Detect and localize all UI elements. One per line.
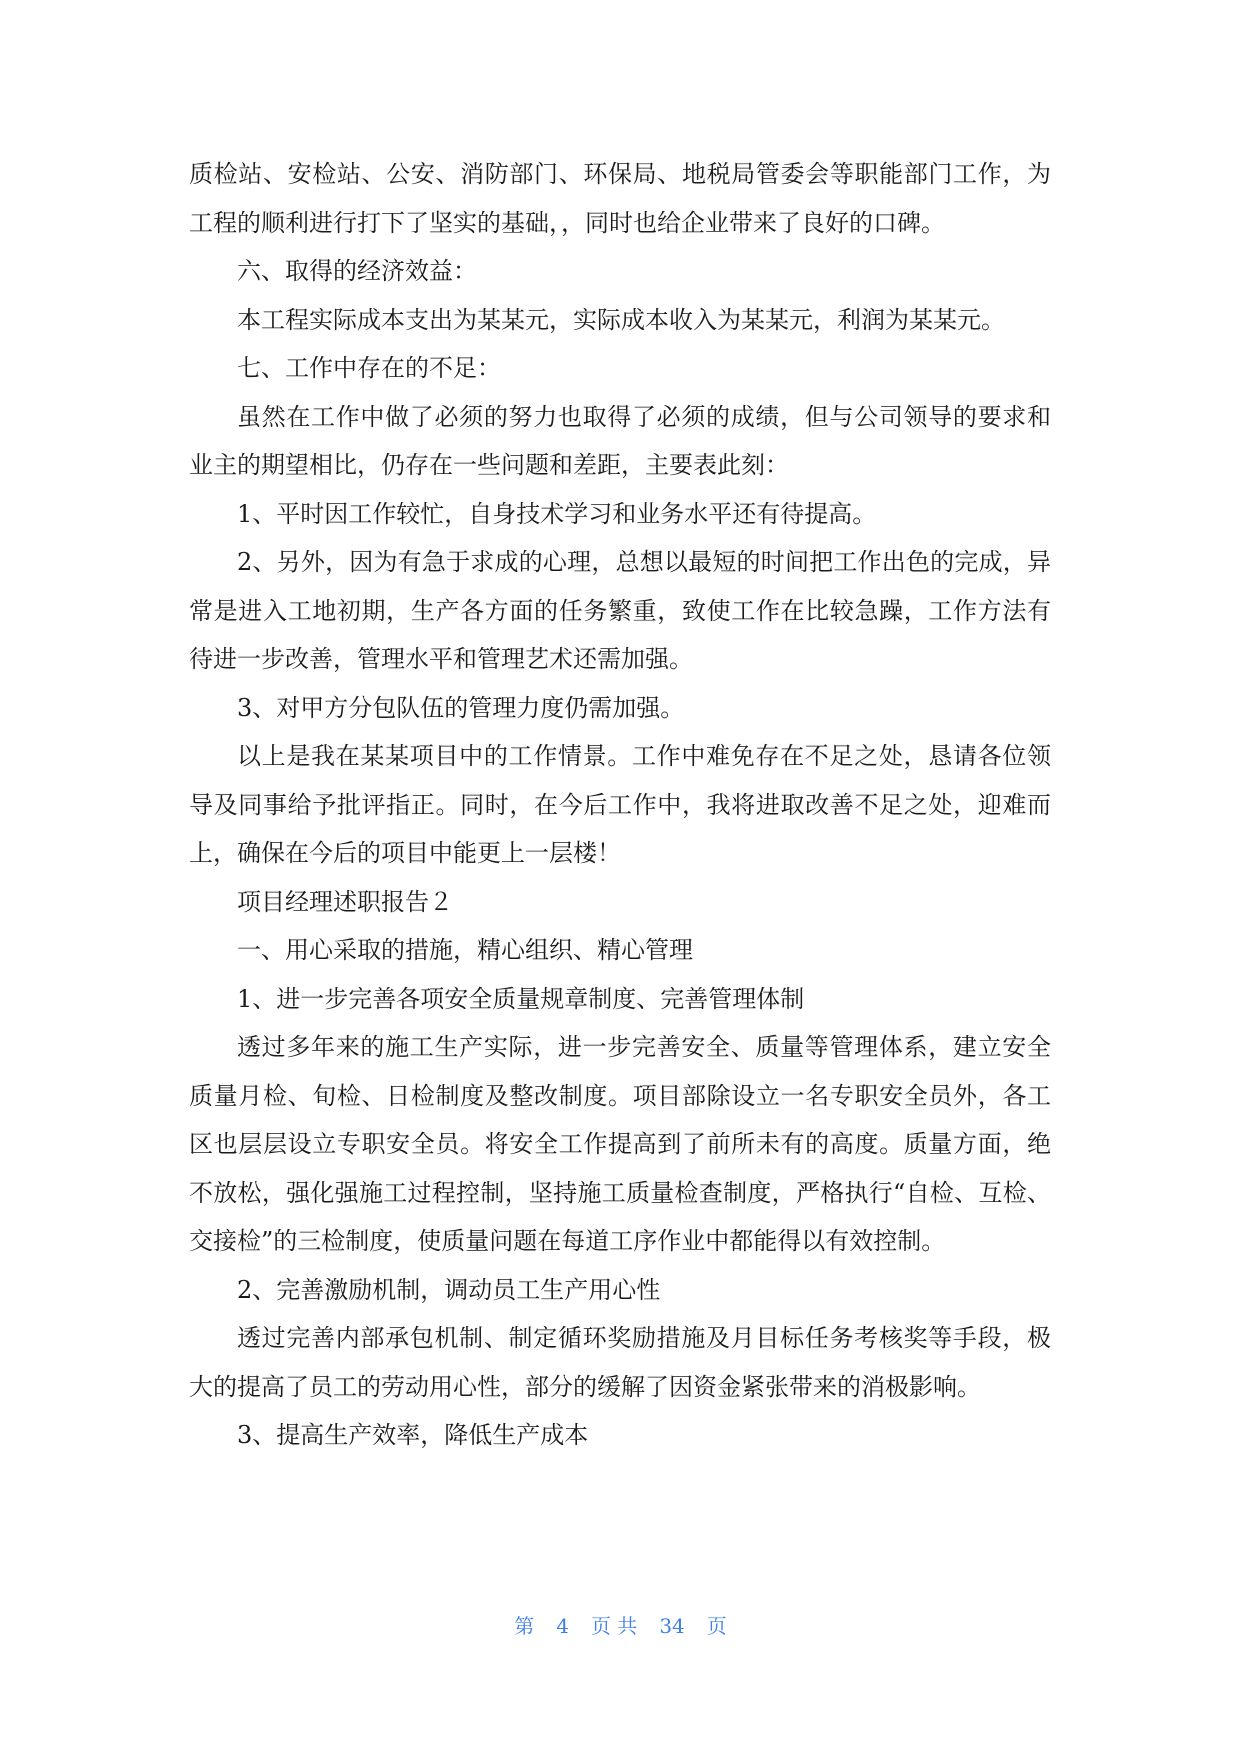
paragraph-11: 一、用心采取的措施，精心组织、精心管理 <box>237 936 693 964</box>
paragraph-9: 以上是我在某某项目中的工作情景。工作中难免存在不足之处，恳请各位领导及同事给予批评指正。同时，在今后工作中，我将进取改善不足之处，迎难而上，确保在今后的项目中能更上一层楼！ <box>189 742 1051 867</box>
paragraph-6: 1、平时因工作较忙，自身技术学习和业务水平还有待提高。 <box>237 499 877 528</box>
paragraph-3: 本工程实际成本支出为某某元，实际成本收入为某某元，利润为某某元。 <box>237 305 1005 334</box>
paragraph-1: 质检站、安检站、公安、消防部门、环保局、地税局管委会等职能部门工作，为工程的顺利进行打下了坚实的基础，，同时也给企业带来了良好的口碑。 <box>189 160 1051 237</box>
paragraph-13: 透过多年来的施工生产实际，进一步完善安全、质量等管理体系，建立安全质量月检、旬检、日检制度及整改制度。项目部除设立一名专职安全员外，各工区也层层设立专职安全员。将安全工作提高到了前所未有的高度。质量方面，绝不放松，强化强施工过程控制，坚持施工质量检查制度，严格执行“自检、互检、交接检”的三检制度，使质量问题在每道工序作业中都能得以有效控制。 <box>189 1033 1051 1255</box>
page-footer <box>0 1612 1241 1640</box>
paragraph-4: 七、工作中存在的不足： <box>237 354 501 382</box>
footer-current-page: 4 <box>556 1614 569 1638</box>
paragraph-14: 2、完善激励机制，调动员工生产用心性 <box>237 1275 661 1304</box>
paragraph-15: 透过完善内部承包机制、制定循环奖励措施及月目标任务考核奖等手段，极大的提高了员工的劳动用心性，部分的缓解了因资金紧张带来的消极影响。 <box>189 1324 1051 1401</box>
document-body <box>189 150 1051 1460</box>
footer-total-pages: 34 <box>659 1614 685 1638</box>
paragraph-7: 2、另外，因为有急于求成的心理，总想以最短的时间把工作出色的完成，异常是进入工地初期，生产各方面的任务繁重，致使工作在比较急躁，工作方法有待进一步改善，管理水平和管理艺术还需加强。 <box>189 548 1051 673</box>
footer-middle: 页 共 <box>590 1614 638 1638</box>
paragraph-5: 虽然在工作中做了必须的努力也取得了必须的成绩，但与公司领导的要求和业主的期望相比，仍存在一些问题和差距，主要表此刻： <box>189 402 1051 479</box>
footer-suffix: 页 <box>706 1614 727 1638</box>
section-title: 项目经理述职报告２ <box>237 887 453 916</box>
paragraph-8: 3、对甲方分包队伍的管理力度仍需加强。 <box>237 693 685 722</box>
paragraph-12: 1、进一步完善各项安全质量规章制度、完善管理体制 <box>237 984 805 1013</box>
paragraph-2: 六、取得的经济效益： <box>237 257 477 285</box>
paragraph-16: 3、提高生产效率，降低生产成本 <box>237 1421 589 1449</box>
footer-prefix: 第 <box>514 1614 535 1638</box>
